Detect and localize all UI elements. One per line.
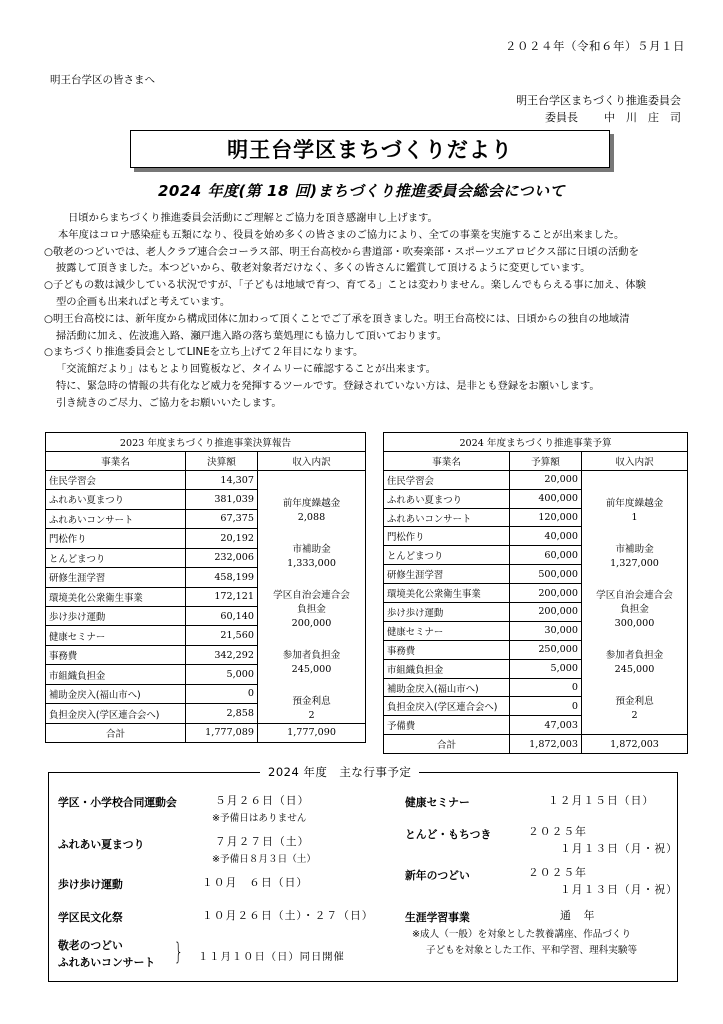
total-income: 1,872,003	[582, 735, 688, 754]
income-line: 前年度繰越金	[282, 497, 341, 509]
event-date: １月１３日（月・祝）	[560, 883, 678, 896]
total-value: 1,872,003	[510, 735, 582, 754]
addressee: 明王台学区の皆さまへ	[50, 74, 155, 86]
event-date: １０月２６日（土）・２７（日）	[202, 909, 374, 922]
income-line: 2	[308, 709, 315, 721]
event-note: 子どもを対象とした工作、平和学習、理科実験等	[426, 945, 638, 956]
body-line: ○明王台高校には、新年度から構成団体に加わって頂くことでご了承を頂きました。明王台高校には、日頃からの独自の地域清	[44, 312, 630, 325]
column-header: 決算額	[186, 451, 258, 470]
item-name: 市組織負担金	[46, 665, 186, 684]
item-amount: 200,000	[510, 603, 582, 622]
event-note: ※予備日８月３日（土）	[212, 854, 316, 865]
total-label: 合計	[384, 735, 510, 754]
table-row	[384, 470, 688, 489]
item-name: 門松作り	[384, 527, 510, 546]
item-amount: 21,560	[186, 626, 258, 645]
item-name: 歩け歩け運動	[46, 606, 186, 625]
item-name: 健康セミナー	[384, 621, 510, 640]
body-line: ○まちづくり推進委員会としてLINEを立ち上げて２年目になります。	[44, 346, 364, 359]
income-line: 負担金	[297, 603, 326, 615]
body-line: 型の企画も出来ればと考えています。	[56, 295, 231, 308]
item-name: ふれあいコンサート	[46, 509, 186, 528]
total-label: 合計	[46, 723, 186, 742]
item-name: 環境美化公衆衛生事業	[46, 587, 186, 606]
income-line: 預金利息	[615, 695, 654, 707]
income-line: 負担金	[620, 603, 649, 615]
event-name: 新年のつどい	[405, 869, 470, 882]
income-line: 学区自治会連合会	[273, 589, 350, 601]
event-date: １０月 ６日（日）	[202, 876, 309, 889]
item-amount: 2,858	[186, 704, 258, 724]
event-name: 学区民文化祭	[58, 911, 123, 924]
item-amount: 500,000	[510, 565, 582, 584]
income-line: 245,000	[291, 663, 332, 675]
item-amount: 342,292	[186, 645, 258, 664]
body-line: 「交流館だより」はもとより回覧板など、タイムリーに確認することが出来ます。	[56, 363, 436, 376]
body-line: 引き続きのご尽力、ご協力をお願いいたします。	[56, 396, 282, 409]
income-breakdown	[258, 470, 366, 723]
income-line: 預金利息	[292, 695, 331, 707]
item-amount: 47,003	[510, 716, 582, 735]
item-name: ふれあいコンサート	[384, 508, 510, 527]
item-amount: 200,000	[510, 584, 582, 603]
column-header: 収入内訳	[582, 451, 688, 470]
item-name: とんどまつり	[384, 546, 510, 565]
column-header: 事業名	[46, 451, 186, 470]
income-line: 1,333,000	[287, 557, 336, 569]
income-line: 1,327,000	[610, 557, 659, 569]
event-date: ５月２６日（日）	[215, 794, 310, 807]
event-name: 敬老のつどい	[58, 939, 123, 952]
body-text	[44, 210, 694, 412]
item-amount: 40,000	[510, 527, 582, 546]
item-amount: 381,039	[186, 490, 258, 509]
event-name: ふれあい夏まつり	[58, 838, 145, 851]
item-name: 研修生涯学習	[384, 565, 510, 584]
item-name: 健康セミナー	[46, 626, 186, 645]
meeting-subtitle: 2024 年度(第 18 回)まちづくり推進委員会総会について	[157, 182, 566, 200]
item-name: 補助金戻入(福山市へ)	[46, 684, 186, 703]
budget-2024-caption: 2024 年度まちづくり推進事業予算	[384, 433, 688, 452]
event-name: 歩け歩け運動	[58, 878, 123, 891]
item-amount: 5,000	[186, 665, 258, 684]
item-amount: 14,307	[186, 470, 258, 489]
event-name: 学区・小学校合同運動会	[58, 796, 177, 809]
report-2023-caption: 2023 年度まちづくり推進事業決算報告	[46, 433, 366, 452]
event-name: 健康セミナー	[405, 796, 470, 809]
item-amount: 400,000	[510, 489, 582, 508]
item-name: 研修生涯学習	[46, 568, 186, 587]
newsletter-title: 明王台学区まちづくりだより	[130, 130, 610, 168]
item-amount: 20,192	[186, 529, 258, 548]
income-line: 245,000	[614, 663, 655, 675]
body-line: ○敬老のつどいでは、老人クラブ連合会コーラス部、明王台高校から書道部・吹奏楽部・スポーツエアロビクス部に日頃の活動を	[44, 245, 639, 258]
event-date: ７月２７日（土）	[215, 835, 310, 848]
item-name: ふれあい夏まつり	[384, 489, 510, 508]
column-header: 収入内訳	[258, 451, 366, 470]
income-line: 参加者負担金	[605, 649, 664, 661]
body-line: 日頃からまちづくり推進委員会活動にご理解とご協力を頂き感謝申し上げます。	[68, 212, 438, 224]
body-line: 披露して頂きました。本つどいから、敬老対象者だけなく、多くの皆さんに鑑賞して頂けるように変更しています。	[56, 262, 591, 275]
item-amount: 20,000	[510, 470, 582, 489]
item-name: 負担金戻入(学区連合会へ)	[46, 704, 186, 724]
income-line: 参加者負担金	[282, 649, 341, 661]
body-line: 掃活動に加え、佐波進入路、瀬戸進入路の落ち葉処理にも協力して頂いております。	[56, 329, 448, 342]
item-amount: 120,000	[510, 508, 582, 527]
income-line: 前年度繰越金	[605, 497, 664, 509]
item-name: 住民学習会	[46, 470, 186, 489]
item-name: ふれあい夏まつり	[46, 490, 186, 509]
column-header: 予算額	[510, 451, 582, 470]
body-line: ○子どもの数は減少している状況ですが、「子どもは地域で育つ、育てる」ことは変わりません。楽しんでもらえる事に加え、体験	[44, 279, 646, 292]
item-amount: 0	[510, 678, 582, 697]
item-amount: 67,375	[186, 509, 258, 528]
item-amount: 0	[186, 684, 258, 703]
item-amount: 232,006	[186, 548, 258, 567]
income-line: 市補助金	[615, 543, 654, 555]
body-line: 特に、緊急時の情報の共有化など威力を発揮するツールです。登録されていない方は、是非とも登録をお願いします。	[56, 379, 600, 392]
item-amount: 0	[510, 697, 582, 716]
body-line: 本年度はコロナ感染症も五類になり、役員を始め多くの皆さまのご協力により、全ての事業を実施することが出来ました。	[58, 228, 625, 241]
item-amount: 458,199	[186, 568, 258, 587]
event-date: １２月１５日（日）	[548, 794, 655, 807]
event-year: ２０２５年	[528, 866, 587, 879]
income-line: 1	[631, 511, 638, 523]
item-amount: 172,121	[186, 587, 258, 606]
item-name: 門松作り	[46, 529, 186, 548]
table-row	[46, 470, 366, 489]
item-amount: 60,140	[186, 606, 258, 625]
column-header: 事業名	[384, 451, 510, 470]
item-name: 事務費	[384, 640, 510, 659]
item-amount: 250,000	[510, 640, 582, 659]
item-name: 事務費	[46, 645, 186, 664]
event-note: ※予備日はありません	[212, 813, 307, 824]
total-value: 1,777,089	[186, 723, 258, 742]
income-line: 300,000	[614, 617, 655, 629]
brace-icon: }	[174, 938, 184, 966]
event-name-2: ふれあいコンサート	[58, 956, 156, 969]
income-line: 200,000	[291, 617, 332, 629]
item-amount: 30,000	[510, 621, 582, 640]
item-amount: 5,000	[510, 659, 582, 678]
income-line: 学区自治会連合会	[596, 589, 673, 601]
income-breakdown	[582, 470, 688, 734]
event-year: ２０２５年	[528, 825, 587, 838]
income-line: 2,088	[297, 511, 326, 523]
item-name: 予備費	[384, 716, 510, 735]
item-name: 住民学習会	[384, 470, 510, 489]
income-line: 2	[631, 709, 638, 721]
income-line: 市補助金	[292, 543, 331, 555]
event-date: １月１３日（月・祝）	[560, 842, 678, 855]
schedule-title: 2024 年度 主な行事予定	[260, 764, 419, 780]
event-note: ※成人（一般）を対象とした教養講座、作品づくり	[412, 929, 632, 940]
sender-person	[545, 109, 681, 125]
item-name: 補助金戻入(福山市へ)	[384, 678, 510, 697]
event-name: とんど・もちつき	[405, 828, 492, 841]
event-date: 通 年	[560, 909, 596, 922]
item-name: 環境美化公衆衛生事業	[384, 584, 510, 603]
event-name: 生涯学習事業	[405, 911, 470, 924]
item-name: 歩け歩け運動	[384, 603, 510, 622]
sender-organization: 明王台学区まちづくり推進委員会	[516, 94, 681, 107]
event-date: １１月１０日（日）同日開催	[198, 951, 345, 963]
item-name: とんどまつり	[46, 548, 186, 567]
report-2023-table	[45, 432, 366, 743]
item-amount: 60,000	[510, 546, 582, 565]
sender-name: 中 川 庄 司	[604, 111, 681, 124]
issue-date: ２０２４年（令和６年）５月１日	[505, 39, 685, 53]
item-name: 負担金戻入(学区連合会へ)	[384, 697, 510, 716]
sender-title: 委員長	[545, 111, 578, 124]
total-income: 1,777,090	[258, 723, 366, 742]
budget-2024-table	[383, 432, 688, 754]
item-name: 市組織負担金	[384, 659, 510, 678]
